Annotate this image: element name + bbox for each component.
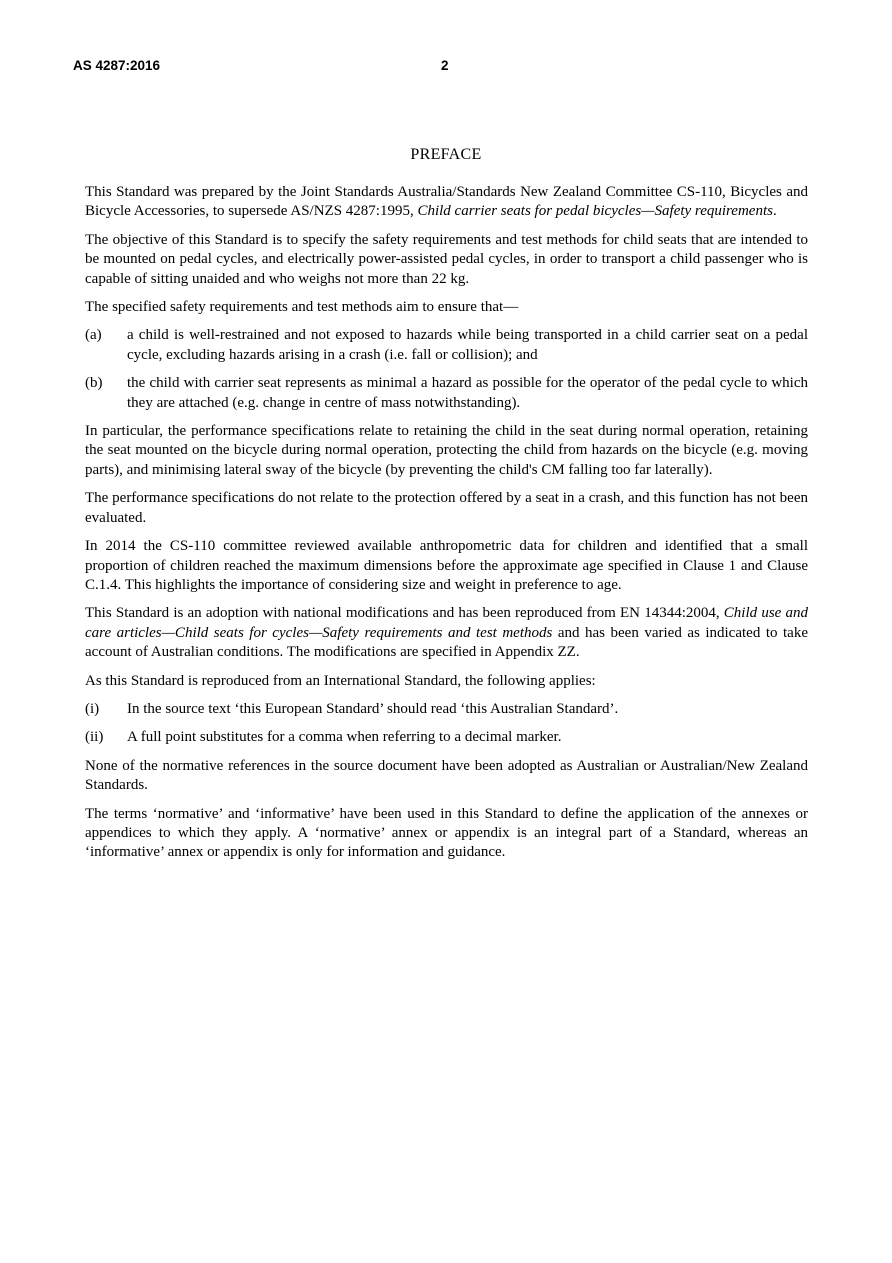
list-item-label: (a) <box>85 327 102 344</box>
paragraph-crash-protection: The performance specifications do not relate to the protection offered by a seat in a crash, and this function has not been evaluated. <box>85 490 808 526</box>
source-standard-title: Child use and care articles—Child seats for cycles—Safety requirements and test methods <box>85 605 808 641</box>
paragraph-anthropometric: In 2014 the CS-110 committee reviewed available anthropometric data for children and identified that a small proportion of children reached the maximum dimensions before the approximate age specified in Clause 1 and Clause C.1.4. This highlights the importance of considering size and weight in preference to age. <box>85 538 808 593</box>
preface-body <box>85 183 808 872</box>
text-run: This Standard is an adoption with national modifications and has been reproduced from EN 14344:2004, <box>85 605 724 622</box>
paragraph-reproduction: As this Standard is reproduced from an International Standard, the following applies: <box>85 672 596 689</box>
paragraph-adoption <box>85 604 808 662</box>
paragraph-aims: The specified safety requirements and test methods aim to ensure that— <box>85 299 519 316</box>
section-title: PREFACE <box>410 146 482 163</box>
list-item-text: the child with carrier seat represents as minimal a hazard as possible for the operator of the pedal cycle to which they are attached (e.g. change in centre of mass notwithstanding). <box>127 375 808 411</box>
list-item-text: In the source text ‘this European Standard’ should read ‘this Australian Standard’. <box>127 700 619 717</box>
document-id: AS 4287:2016 <box>73 58 161 73</box>
list-item-label: (i) <box>85 700 100 717</box>
text-run: and has been varied as indicated to take account of Australian conditions. The modifications are specified in Appendix ZZ. <box>85 624 808 661</box>
text-run: . <box>772 203 777 220</box>
list-item <box>85 728 808 747</box>
list-item <box>85 326 808 365</box>
superseded-title: Child carrier seats for pedal bicycles—Safety requirements <box>417 203 773 220</box>
list-item <box>85 374 808 413</box>
paragraph-terms: The terms ‘normative’ and ‘informative’ have been used in this Standard to define the application of the annexes or appendices to which they apply. A ‘normative’ annex or appendix is an integral part of a Standard, whereas an ‘informative’ annex or appendix is only for information and guidance. <box>85 805 808 861</box>
paragraph-performance: In particular, the performance specifications relate to retaining the child in the seat during normal operation, retaining the seat mounted on the bicycle during normal operation, protecting the child from hazards on the bicycle (e.g. moving parts), and minimising lateral sway of the bicycle (by preventing the child's CM falling too far laterally). <box>85 423 808 478</box>
list-item-text: A full point substitutes for a comma when referring to a decimal marker. <box>127 729 562 746</box>
paragraph-committee <box>85 183 808 222</box>
list-item <box>85 700 808 719</box>
list-item-label: (b) <box>85 375 103 392</box>
list-item-label: (ii) <box>85 729 104 746</box>
page-number: 2 <box>441 58 449 73</box>
text-run: This Standard was prepared by the Joint Standards Australia/Standards New Zealand Committee CS-110, Bicycles and Bicycle Accessories, to supersede AS/NZS 4287:1995, <box>85 184 808 220</box>
paragraph-objective: The objective of this Standard is to specify the safety requirements and test methods for child seats that are intended to be mounted on pedal cycles, and electrically power-assisted pedal cycles, in order to transport a child passenger who is capable of sitting unaided and who weighs not more than 22 kg. <box>85 231 808 287</box>
paragraph-normative-references: None of the normative references in the source document have been adopted as Australian or Australian/New Zealand Standards. <box>85 757 808 794</box>
list-item-text: a child is well-restrained and not exposed to hazards while being transported in a child carrier seat on a pedal cycle, excluding hazards arising in a crash (i.e. fall or collision); and <box>127 327 808 363</box>
